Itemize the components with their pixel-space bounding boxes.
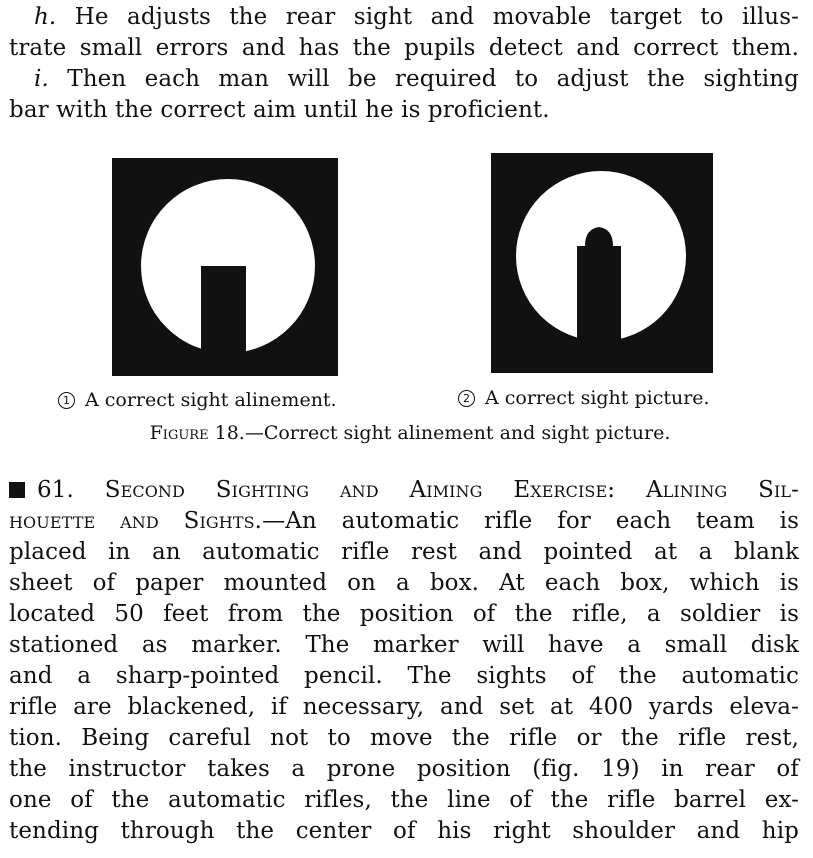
section-line-8: tion. Being careful not to move the rifle or the rifle rest, (9, 725, 799, 751)
section-line-10: one of the automatic rifles, the line of the rifle barrel ex- (9, 787, 799, 813)
caption-1-text: A correct sight alinement. (85, 389, 337, 411)
section-heading-line-1 (9, 475, 799, 506)
section-line-11: tending through the center of his right shoulder and hip (9, 818, 799, 844)
section-line-1 (9, 506, 799, 537)
paragraph-i-text-1: Then each man will be required to adjust the sighting (67, 66, 799, 92)
section-heading-2: houette and Sights. (9, 508, 263, 534)
paragraph-h-line-1 (34, 2, 799, 33)
front-sight-blade (577, 246, 621, 373)
caption-2 (458, 386, 710, 410)
section-number: 61. (37, 477, 74, 503)
paragraph-i-line-1 (34, 64, 799, 95)
section-line-9: the instructor takes a prone position (fig. 19) in rear of (9, 756, 799, 782)
section-line-2: placed in an automatic rifle rest and pointed at a blank (9, 539, 799, 565)
section-line-7: rifle are blackened, if necessary, and set at 400 yards eleva- (9, 694, 799, 720)
front-sight-blade (201, 266, 246, 376)
figure-title-text: —Correct sight alinement and sight picture. (244, 422, 671, 444)
sight-picture-figure (491, 153, 713, 373)
sight-picture-diagram (491, 153, 713, 373)
paragraph-i-line-2: bar with the correct aim until he is proficient. (9, 97, 550, 123)
section-line-6: and a sharp-pointed pencil. The sights of the automatic (9, 663, 799, 689)
caption-1 (58, 388, 337, 412)
figure-title-label: Figure 18. (149, 422, 245, 444)
figure-title (85, 421, 735, 445)
section-text-1: —An automatic rifle for each team is (262, 508, 800, 534)
paragraph-h-text-1: He adjusts the rear sight and movable target to illus- (74, 4, 799, 30)
section-line-5: stationed as marker. The marker will have a small disk (9, 632, 799, 658)
section-heading-1: Second Sighting and Aiming Exercise: Alining Sil- (104, 477, 799, 503)
section-line-4: located 50 feet from the position of the rifle, a soldier is (9, 601, 799, 627)
caption-1-number: 1 (58, 392, 75, 409)
caption-2-text: A correct sight picture. (485, 387, 710, 409)
paragraph-i-letter: i. (34, 66, 49, 92)
paragraph-h-letter: h. (34, 4, 57, 30)
sight-alinement-diagram (112, 158, 338, 376)
paragraph-h-line-2: trate small errors and has the pupils detect and correct them. (9, 35, 799, 61)
sight-alinement-figure (112, 158, 338, 376)
caption-2-number: 2 (458, 390, 475, 407)
section-line-3: sheet of paper mounted on a box. At each box, which is (9, 570, 799, 596)
section-bullet-icon (9, 482, 25, 498)
